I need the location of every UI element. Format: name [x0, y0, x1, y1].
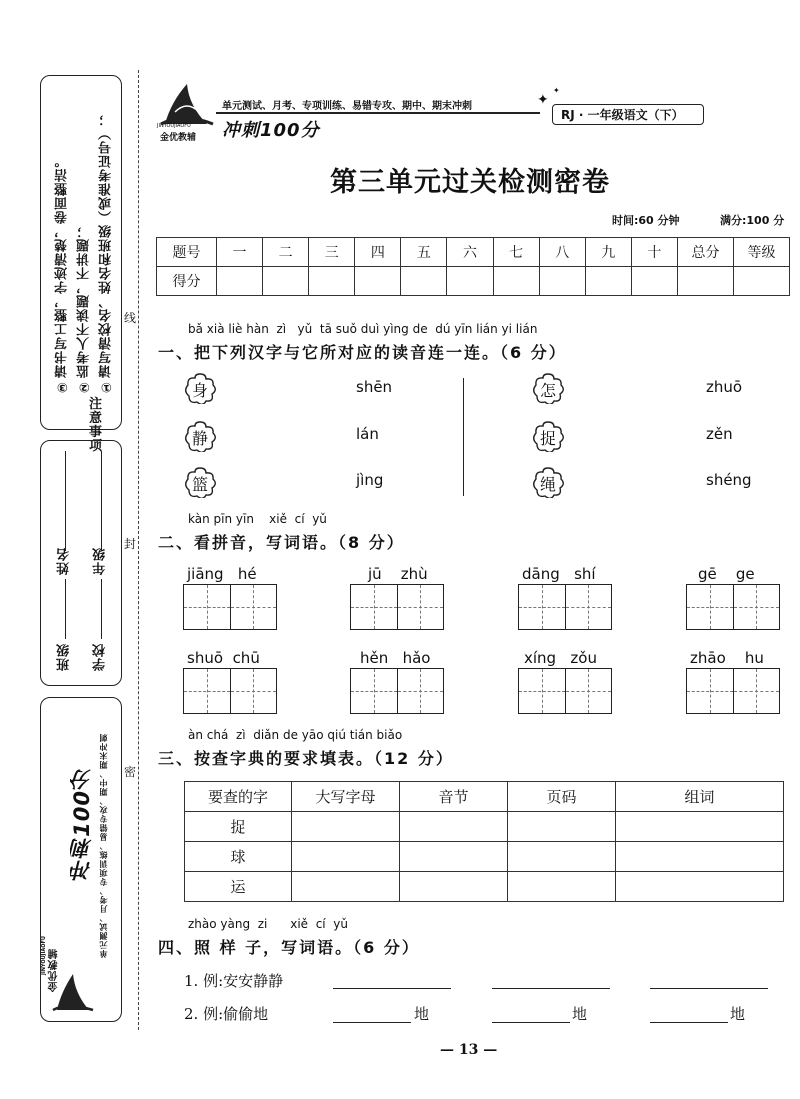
score-cell[interactable]	[678, 267, 734, 296]
answer-blank[interactable]	[492, 988, 610, 989]
answer-cell[interactable]	[292, 872, 400, 902]
score-header-cell: 七	[493, 238, 539, 267]
score-header-cell: 一	[217, 238, 263, 267]
q1-char: 怎	[540, 381, 557, 400]
notes-label-char: 项	[89, 439, 104, 454]
class-label: 班级	[57, 643, 72, 671]
q2-word-pinyin: shuō chū	[187, 649, 260, 667]
score-table-score-row	[157, 267, 790, 296]
score-cell[interactable]	[355, 267, 401, 296]
answer-cell[interactable]	[400, 842, 508, 872]
ad-publisher-en: JINYOUJIAOFU	[41, 936, 47, 975]
tianzige-box[interactable]	[686, 668, 780, 714]
q1-pinyin-option[interactable]: jìng	[356, 471, 384, 489]
cut-mark-secret: 密	[124, 760, 136, 783]
q2-word-pinyin: gē ge	[698, 565, 755, 583]
page-number: — 13 —	[440, 1042, 498, 1058]
q4-suffix: 地	[572, 1005, 588, 1023]
q4-suffix: 地	[414, 1005, 430, 1023]
answer-blank[interactable]	[650, 988, 768, 989]
score-cell[interactable]	[447, 267, 493, 296]
score-cell[interactable]	[539, 267, 585, 296]
score-cell[interactable]	[263, 267, 309, 296]
q2-word-pinyin: hěn hǎo	[360, 649, 431, 667]
q1-pinyin-option[interactable]: shéng	[706, 471, 752, 489]
ad-slogan: 单元测试、月考、专项训练、易错专攻、期中、期末冲刺	[99, 733, 108, 958]
score-header-cell: 六	[447, 238, 493, 267]
dict-header-cell: 大写字母	[292, 782, 400, 812]
answer-cell[interactable]	[292, 812, 400, 842]
score-cell[interactable]	[401, 267, 447, 296]
score-header-cell: 题号	[157, 238, 217, 267]
header-rule	[216, 112, 540, 114]
score-header-cell: 九	[585, 238, 631, 267]
q3-title: 三、按查字典的要求填表。（12 分）	[158, 749, 454, 768]
q2-word-pinyin: zhāo hu	[690, 649, 764, 667]
class-field[interactable]	[53, 447, 77, 681]
dict-char: 球	[185, 842, 292, 872]
dictionary-table	[184, 781, 784, 902]
answer-cell[interactable]	[292, 842, 400, 872]
q1-title: 一、把下列汉字与它所对应的读音连一连。（6 分）	[158, 343, 567, 362]
score-header-cell: 四	[355, 238, 401, 267]
q4-title: 四、照 样 子，写词语。（6 分）	[158, 938, 420, 957]
q1-divider	[463, 378, 464, 496]
score-cell[interactable]	[493, 267, 539, 296]
tianzige-box[interactable]	[518, 584, 612, 630]
answer-cell[interactable]	[508, 812, 616, 842]
score-header-cell: 五	[401, 238, 447, 267]
school-field[interactable]	[89, 447, 113, 681]
tianzige-box[interactable]	[183, 584, 277, 630]
binding-cut-line	[138, 70, 139, 1030]
dict-header-cell: 页码	[508, 782, 616, 812]
answer-cell[interactable]	[400, 812, 508, 842]
q2-word-pinyin: dāng shí	[522, 565, 596, 583]
q2-word-pinyin: jū zhù	[368, 565, 428, 583]
ad-brand: 冲刺100分	[70, 768, 94, 881]
q4-example: 例:偷偷地	[203, 1005, 269, 1023]
score-header-cell: 八	[539, 238, 585, 267]
table-row	[185, 872, 784, 902]
book-logo-icon	[47, 970, 99, 1014]
q1-pinyin-option[interactable]: zěn	[706, 425, 733, 443]
table-row	[185, 812, 784, 842]
score-header-cell: 总分	[678, 238, 734, 267]
score-cell[interactable]	[309, 267, 355, 296]
answer-blank[interactable]	[333, 988, 451, 989]
note-2: ②监考人不读题，不讲题；	[77, 224, 92, 394]
cut-mark-seal: 封	[124, 532, 136, 555]
q4-example: 例:安安静静	[203, 972, 284, 990]
q4-item-2	[184, 1003, 268, 1024]
note-1: ①请写清校名、姓名和班级（或准考证号）；	[99, 112, 114, 394]
q1-char: 捉	[540, 429, 557, 448]
answer-blank[interactable]	[333, 1022, 411, 1023]
q2-word-pinyin: jiāng hé	[187, 565, 257, 583]
page-title: 第三单元过关检测密卷	[330, 167, 610, 198]
notes-label-char: 事	[89, 425, 104, 440]
score-cell[interactable]	[217, 267, 263, 296]
dict-char: 捉	[185, 812, 292, 842]
score-cell[interactable]	[734, 267, 790, 296]
tianzige-box[interactable]	[350, 668, 444, 714]
ad-publisher: 金优教辅	[49, 948, 60, 992]
score-table-header-row	[157, 238, 790, 267]
tianzige-box[interactable]	[518, 668, 612, 714]
brand-ad-box	[40, 697, 122, 1022]
answer-cell[interactable]	[508, 872, 616, 902]
score-cell[interactable]	[631, 267, 677, 296]
answer-blank[interactable]	[492, 1022, 570, 1023]
tianzige-box[interactable]	[183, 668, 277, 714]
q4-item-number: 1.	[184, 972, 199, 990]
q3-pinyin: àn chá zì diǎn de yāo qiú tián biǎo	[188, 728, 403, 742]
q1-pinyin-option[interactable]: zhuō	[706, 378, 743, 396]
grade-label: 年级	[93, 547, 108, 575]
sparkle-small-icon: ✦	[553, 86, 560, 95]
brand-logo: 冲刺100分	[222, 120, 320, 141]
cut-mark-line: 线	[124, 306, 136, 329]
grade-tag: RJ · 一年级语文（下）	[552, 104, 704, 125]
dict-header-cell: 音节	[400, 782, 508, 812]
notes-box	[40, 75, 122, 454]
dict-header-cell: 要查的字	[185, 782, 292, 812]
q4-item-1	[184, 970, 283, 991]
q2-word-pinyin: xíng zǒu	[524, 649, 597, 667]
sparkle-icon: ✦	[537, 92, 549, 108]
notes-label-char: 注	[89, 397, 104, 412]
school-label: 学校	[93, 643, 108, 671]
score-header-cell: 二	[263, 238, 309, 267]
note-3: ③请书写工整，字迹清楚，卷面整洁。	[55, 154, 70, 394]
score-cell[interactable]	[585, 267, 631, 296]
q2-title: 二、看拼音，写词语。（8 分）	[158, 533, 405, 552]
score-table	[156, 237, 790, 296]
answer-cell[interactable]	[400, 872, 508, 902]
q1-char: 静	[192, 429, 209, 448]
score-row-label: 得分	[157, 267, 217, 296]
publisher-name: 金优教辅	[160, 133, 197, 143]
table-row	[185, 842, 784, 872]
notes-label-char: 意	[89, 411, 104, 426]
q4-pinyin: zhào yàng zi xiě cí yǔ	[188, 917, 348, 931]
score-header-cell: 等级	[734, 238, 790, 267]
q1-char: 篮	[192, 475, 209, 494]
dict-char: 运	[185, 872, 292, 902]
q4-item-number: 2.	[184, 1005, 199, 1023]
publisher-en: JINYOUJIAOFU	[157, 123, 191, 129]
dict-header-cell: 组词	[616, 782, 784, 812]
q1-pinyin: bǎ xià liè hàn zì yǔ tā suǒ duì yìng de dú yīn lián yi lián	[188, 322, 538, 336]
q1-pinyin-option[interactable]: shēn	[356, 378, 393, 396]
dictionary-table-header	[185, 782, 784, 812]
q1-char: 身	[192, 381, 209, 400]
q1-pinyin-option[interactable]: lán	[356, 425, 379, 443]
exam-time: 时间:60 分钟	[612, 214, 680, 227]
answer-cell[interactable]	[508, 842, 616, 872]
q2-pinyin: kàn pīn yīn xiě cí yǔ	[188, 512, 327, 526]
q4-suffix: 地	[730, 1005, 746, 1023]
answer-cell[interactable]	[616, 842, 784, 872]
tianzige-box[interactable]	[350, 584, 444, 630]
score-header-cell: 十	[631, 238, 677, 267]
tianzige-box[interactable]	[686, 584, 780, 630]
name-label: 姓名	[57, 547, 72, 575]
header-slogan: 单元测试、月考、专项训练、易错专攻、期中、期末冲刺	[222, 101, 472, 112]
score-header-cell: 三	[309, 238, 355, 267]
full-score: 满分:100 分	[720, 214, 785, 227]
answer-blank[interactable]	[650, 1022, 728, 1023]
answer-cell[interactable]	[616, 872, 784, 902]
student-info-box	[40, 440, 122, 686]
q1-char: 绳	[540, 475, 557, 494]
answer-cell[interactable]	[616, 812, 784, 842]
